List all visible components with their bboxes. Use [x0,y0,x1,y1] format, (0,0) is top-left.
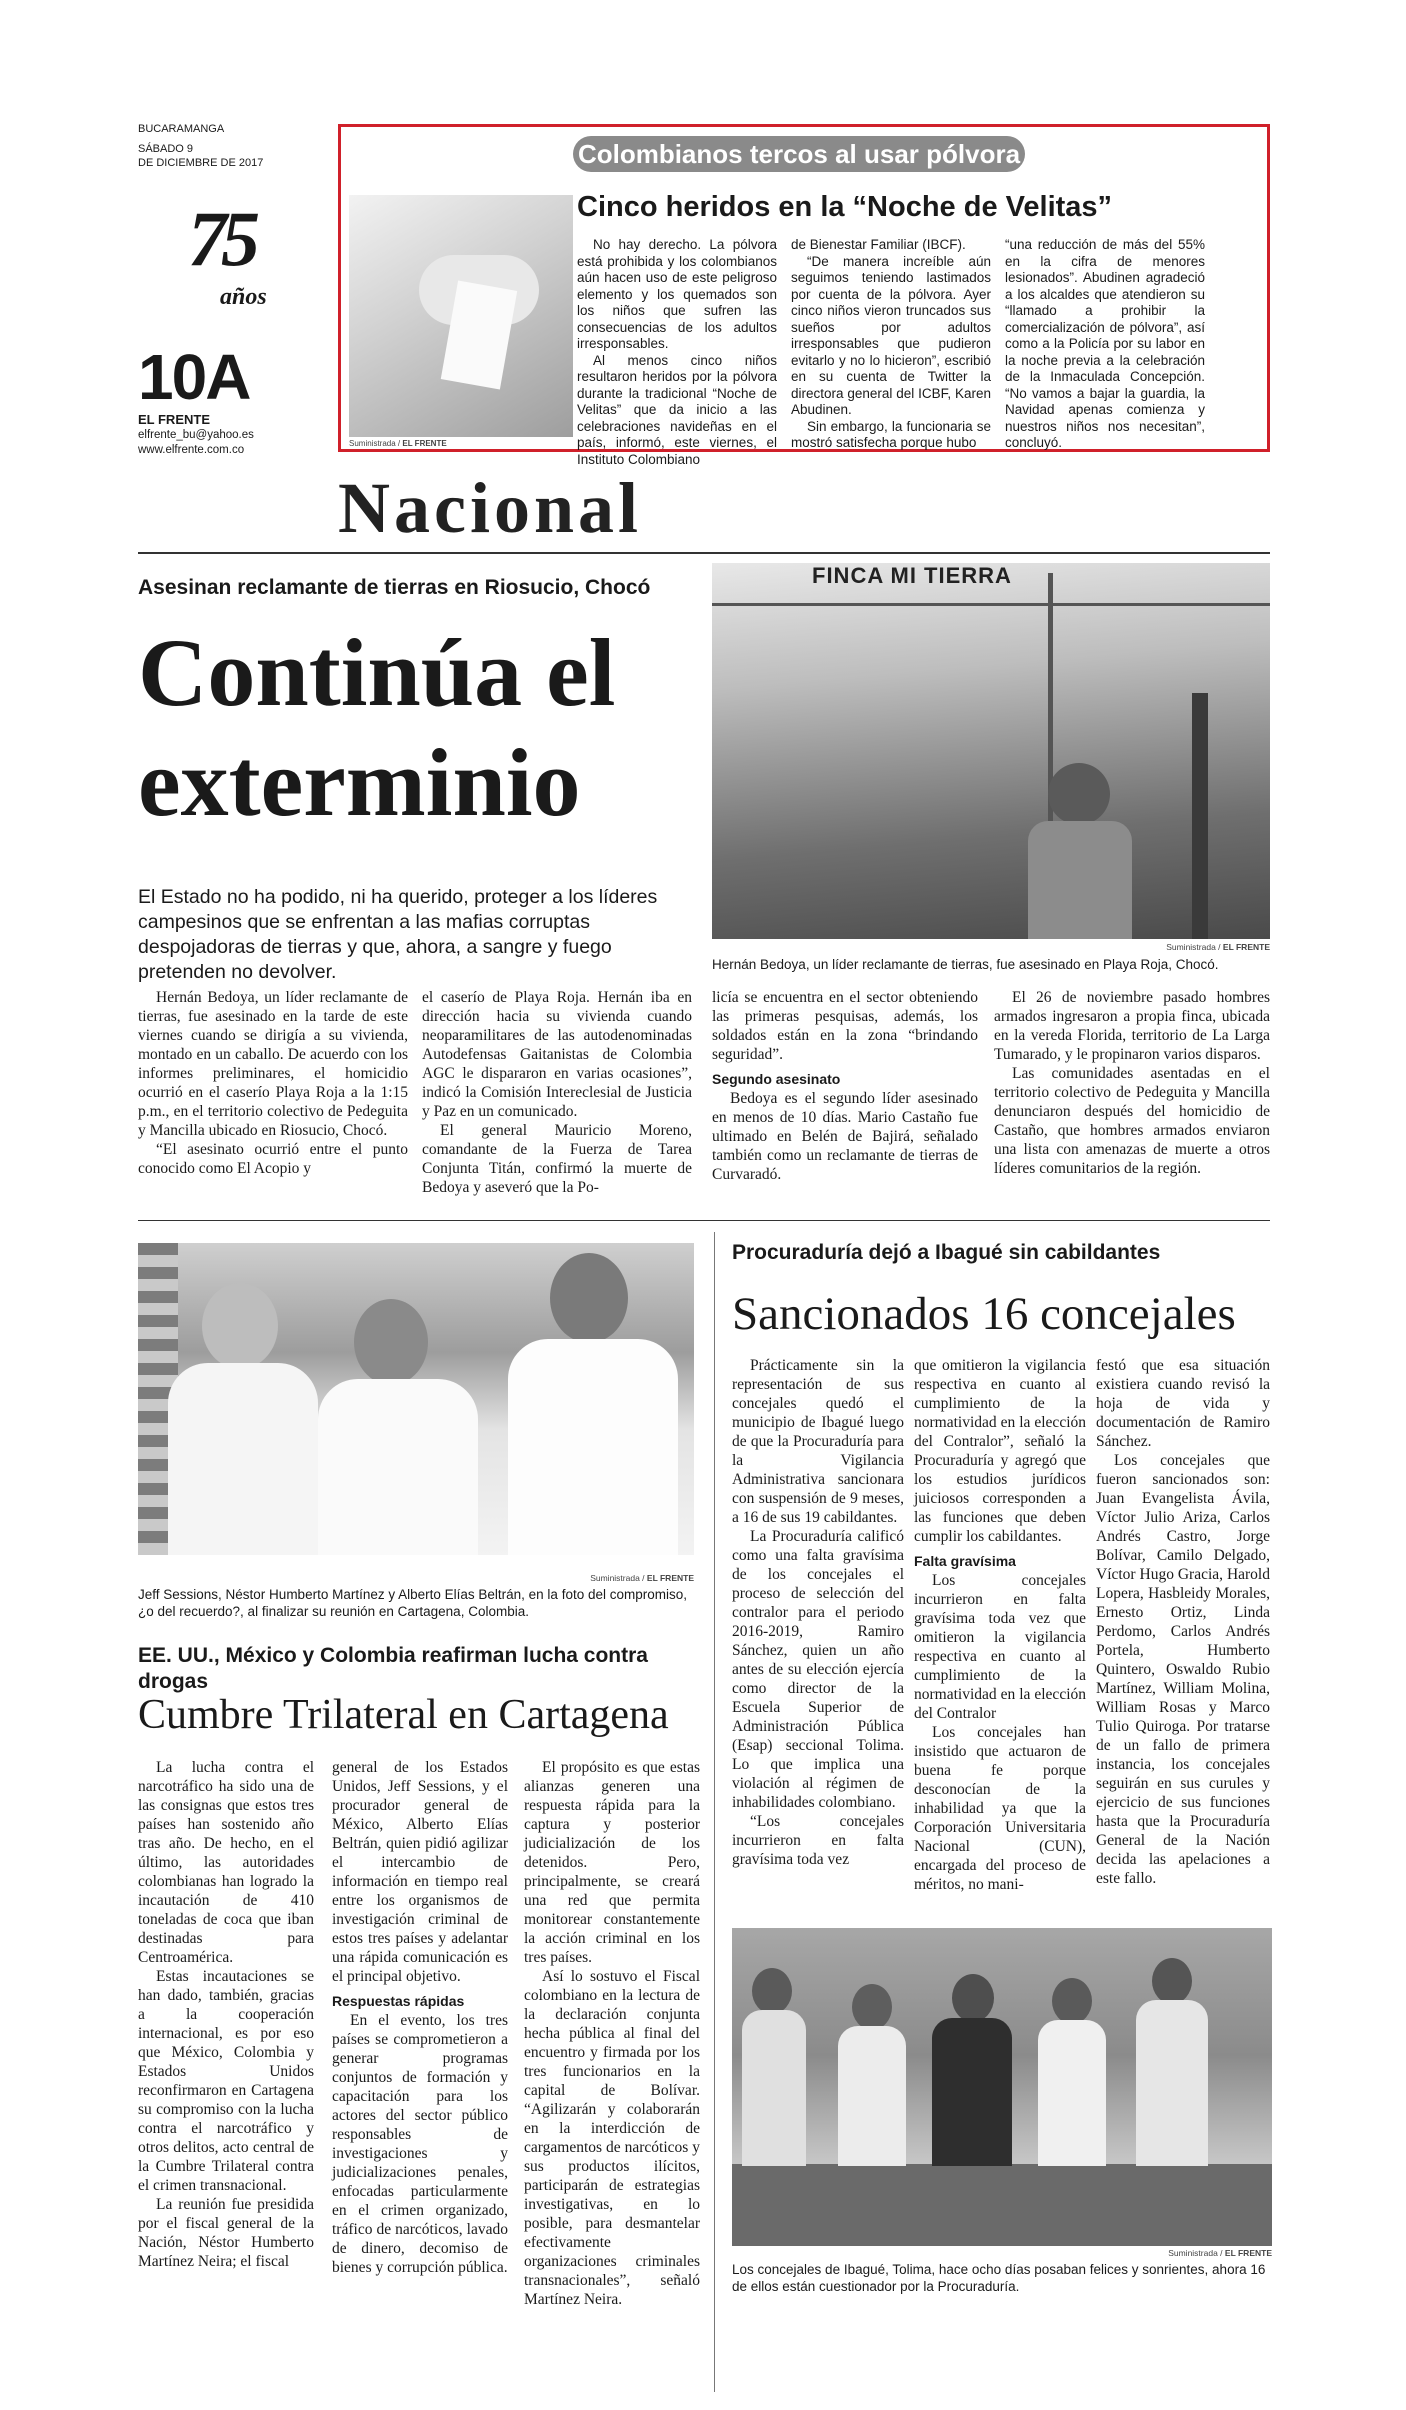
person-3-head [550,1253,628,1343]
subhead: Respuestas rápidas [332,1993,465,2009]
box-column-1 [577,237,777,468]
council-member-body [1136,2000,1208,2166]
paragraph: El 26 de noviembre pasado hombres armados ingresaron a propia finca, ubicada en la vereda Florida, territorio de La Larga Tumarado, y le propinaron varios disparos. [994,989,1270,1063]
paragraph: Los concejales incurrieron en falta gravísima toda vez que omitieron la vigilancia respectiva en cuanto al cumplimiento de la normatividad en la elección del Contralor [914,1572,1086,1722]
paragraph: La Procuraduría calificó como una falta gravísima de los concejales el proceso de selección del contralor para el periodo 2016-2019, Ramiro Sánchez, quien un año antes de su elección ejercía como director de la Escuela Superior de Administración Pública (Esap) seccional Tolima. Lo que implica una violación al régimen de inhabilidades colombiano. [732,1528,904,1811]
person-1-body [168,1363,318,1555]
paper-info [138,412,338,458]
story2-headline: Cumbre Trilateral en Cartagena [138,1692,669,1738]
anniversary-logo [180,195,290,320]
story3-photo-credit [732,2248,1272,2258]
story3-column-1 [732,1356,904,1869]
story1-column-3 [712,988,978,1184]
paragraph: festó que esa situación existiera cuando revisó la hoja de vida y documentación de Ramiro Sánchez. [1096,1357,1270,1450]
masthead-city: BUCARAMANGA [138,123,225,135]
anniversary-number: 75 [188,195,254,282]
council-member-body [932,2018,1012,2166]
story3-column-2 [914,1356,1086,1894]
paragraph: “El asesinato ocurrió entre el punto conocido como El Acopio y [138,1141,408,1177]
credit-paper: EL FRENTE [402,439,447,448]
section-title: Nacional [338,468,643,548]
story1-headline [138,618,718,838]
box-headline: Cinco heridos en la “Noche de Velitas” [577,191,1113,223]
page-number: 10A [138,341,250,413]
credit-source: Suministrada / [1166,942,1221,952]
paragraph: de Bienestar Familiar (IBCF). [791,237,966,252]
paper-website[interactable]: www.elfrente.com.co [138,444,245,456]
tree-trunk [1192,693,1208,939]
story3-column-3 [1096,1356,1270,1888]
masthead-date: SÁBADO 9 [138,143,194,155]
story2-kicker: EE. UU., México y Colombia reafirman lucha contra drogas [138,1644,648,1693]
subhead: Falta gravísima [914,1553,1016,1569]
paragraph: Los concejales que fueron sancionados son: Juan Evangelista Ávila, Víctor Julio Ariza, Carlos Andrés Castro, Jorge Bolívar, Camilo Delgado, Víctor Hugo Gracia, Harold Lopera, Hasbleidy Morales, Ernesto Ortiz, Linda Perdomo, Carlos Andrés Portela, Humberto Quintero, Oswaldo Rubio Martínez, William Molina, William Rosas y Marco Tulio Quiroga. Por tratarse de un fallo de primera instancia, los concejales seguirán en sus curules y ejercicio de sus funciones hasta que la Procuraduría General de la Nación decida las apelaciones a este fallo. [1096,1452,1270,1887]
council-member-head [1052,1978,1092,2024]
story2-column-1 [138,1758,314,2271]
story3-caption: Los concejales de Ibagué, Tolima, hace ocho días posaban felices y sonrientes, ahora 16 de ellos están cuestionador por la Procuraduría. [732,2262,1266,2294]
subhead: Segundo asesinato [712,1071,841,1087]
person-head [1048,763,1110,825]
masthead [138,122,338,170]
paragraph: Prácticamente sin la representación de sus concejales quedó el municipio de Ibagué luego de que la Procuraduría para la Vigilancia Administrativa sancionara con suspensión de 9 meses, a 16 de sus 19 cabildantes. [732,1357,904,1526]
paragraph: Estas incautaciones se han dado, también, gracias a la cooperación internacional, es por eso que México, Colombia y Estados Unidos reconfirmaron en Cartagena su compromiso con la lucha contra el narcotráfico y otros delitos, acto central de la Cumbre Trilateral contra el crimen transnacional. [138,1968,314,2194]
paragraph: La reunión fue presidida por el fiscal general de la Nación, Néstor Humberto Martínez Neira; el fiscal [138,2196,314,2270]
masthead-date-2: DE DICIEMBRE DE 2017 [138,157,264,169]
credit-paper: EL FRENTE [1222,942,1270,952]
paper-email[interactable]: elfrente_bu@yahoo.es [138,429,254,441]
story1-caption: Hernán Bedoya, un líder reclamante de tierras, fue asesinado en Playa Roja, Chocó. [712,957,1219,972]
paper-name: EL FRENTE [138,412,210,427]
box-banner: Colombianos tercos al usar pólvora [573,136,1025,172]
box-column-3 [1005,237,1205,452]
council-member-body [1038,2020,1106,2166]
person-3-body [508,1339,678,1555]
fence-wire [712,603,1270,606]
paragraph: general de los Estados Unidos, Jeff Sessions, y el procurador general de México, Alberto Elías Beltrán, quien pidió agilizar el intercambio de información en tiempo real entre los organismos de investigación criminal de estos tres países y adelantar una rápida comunicación es el principal objetivo. [332,1759,508,1985]
story3-headline: Sancionados 16 concejales [732,1288,1236,1340]
story3-photo [732,1928,1272,2246]
credit-paper: EL FRENTE [1224,2248,1272,2258]
council-member-head [852,1984,892,2030]
photo-sign-text: FINCA MI TIERRA [812,563,1012,588]
story1-kicker: Asesinan reclamante de tierras en Riosucio, Chocó [138,576,651,599]
story2-column-3 [524,1758,700,2309]
story1-column-2 [422,988,692,1197]
council-member-body [838,2026,906,2166]
paragraph: El propósito es que estas alianzas generen una respuesta rápida para la captura y posterior judicialización de los detenidos. Pero, principalmente, se creará una red que permita monitorear constantemente la acción criminal en los tres países. [524,1759,700,1966]
credit-source: Suministrada / [590,1573,645,1583]
paragraph: “una reducción de más del 55% en la cifra de menores lesionados”. Abudinen agradeció a los alcaldes que atendieron su “llamado a prohibir la comercialización de pólvora”, así como a la Policía por su labor en la noche previa a la celebración de la Inmaculada Concepción. “No vamos a bajar la guardia, la Navidad apenas comienza y nuestros niños nos necesitan”, concluyó. [1005,237,1205,450]
paragraph: que omitieron la vigilancia respectiva en cuanto al cumplimiento de la normatividad en la elección del Contralor”, señaló la Procuraduría y agregó que los estudios jurídicos juiciosos corresponden a las funciones que deben cumplir los cabildantes. [914,1357,1086,1545]
person-2-head [354,1299,428,1385]
story1-photo-credit [712,942,1270,952]
story2-photo-credit [138,1573,694,1583]
section-rule [138,552,1270,554]
council-member-head [952,1974,994,2022]
council-member-head [752,1968,792,2014]
person-body [1028,821,1132,939]
paragraph: “De manera increíble aún seguimos teniendo lastimados por cuenta de la pólvora. Ayer cinco niños vieron truncados sus sueños por adultos irresponsables que pudieron evitarlo y no lo hicieron”, escribió en su cuenta de Twitter la directora general del ICBF, Karen Abudinen. [791,253,991,417]
credit-source: Suministrada / [1168,2248,1223,2258]
story1-column-4 [994,988,1270,1178]
headline-line-1: Continúa el [138,619,616,726]
paragraph: Los concejales han insistido que actuaron de buena fe porque desconocían de la inhabilidad ya que la Corporación Universitaria Nacional (CUN), encargada del proceso de méritos, no mani- [914,1724,1086,1893]
box-photo [349,195,573,437]
paragraph: Las comunidades asentadas en el territorio colectivo de Pedeguita y Mancilla denunciaron después del homicidio de Castaño, que hombres armados enviaron una lista con amenazas de muerte a otros líderes comunitarios de la región. [994,1065,1270,1177]
paragraph: “Los concejales incurrieron en falta gravísima toda vez [732,1813,904,1868]
credit-source: Suministrada / [349,439,401,448]
story1-deck: El Estado no ha podido, ni ha querido, proteger a los líderes campesinos que se enfrentan a las mafias corruptas despojadoras de tierras y que, ahora, a sangre y fuego pretenden no devolver. [138,886,658,983]
paragraph: En el evento, los tres países se comprometieron a generar programas conjuntos de formación y capacitación para los actores del sector público responsables de investigaciones y judicializaciones penales, enfocadas particularmente en el crimen organizado, tráfico de narcóticos, lavado de dinero, decomiso de bienes y corrupción pública. [332,2012,508,2276]
paragraph: La lucha contra el narcotráfico ha sido una de las consignas que estos tres países han sostenido año tras año. De hecho, en el último, las autoridades colombianas han logrado la incautación de 410 toneladas de coca que iban destinadas para Centroamérica. [138,1759,314,1966]
story-divider [138,1220,1270,1221]
paragraph: Hernán Bedoya, un líder reclamante de tierras, fue asesinado en la tarde de este viernes cuando se dirigía a su vivienda, montado en un caballo. De acuerdo con los informes preliminares, el homicidio ocurrió en el caserío Playa Roja a la 1:15 p.m., en el territorio colectivo de Pedeguita y Mancilla ubicado en Riosucio, Chocó. [138,989,408,1139]
story3-kicker: Procuraduría dejó a Ibagué sin cabildantes [732,1241,1161,1264]
story1-photo [712,563,1270,939]
person-2-body [318,1379,478,1555]
credit-paper: EL FRENTE [646,1573,694,1583]
paragraph: el caserío de Playa Roja. Hernán iba en dirección hacia su vivienda cuando neoparamilitares de las autodenominadas Autodefensas Gaitanistas de Colombia AGC le dispararon en varias ocasiones”, indicó la Comisión Intereclesial de Justicia y Paz en un comunicado. [422,989,692,1120]
paragraph: No hay derecho. La pólvora está prohibida y los colombianos aún hacen uso de este peligroso elemento y los quemados son los niños que sufren las consecuencias de los adultos irresponsables. [577,237,777,351]
headline-line-2: exterminio [138,729,581,836]
story2-column-2 [332,1758,508,2277]
box-column-2 [791,237,991,452]
council-member-body [742,2010,806,2166]
story1-column-1 [138,988,408,1178]
paragraph: Sin embargo, la funcionaria se mostró satisfecha porque hubo [791,418,991,450]
paragraph: Así lo sostuvo el Fiscal colombiano en la lectura de la declaración conjunta hecha pública al final del encuentro y firmada por los tres funcionarios en la capital de Bolívar. “Agilizarán y colaborarán en la interdicción de cargamentos de narcóticos y sus productos ilícitos, participarán de estrategias investigativas, en lo posible, para desmantelar efectivamente organizaciones criminales transnacionales”, señaló Martínez Neira. [524,1968,700,2308]
council-member-head [1152,1958,1192,2004]
paragraph: Al menos cinco niños resultaron heridos por la pólvora durante la tradicional “Noche de Velitas” que da inicio a las celebraciones navideñas en el país, informó, este viernes, el Instituto Colombiano [577,352,777,467]
anniversary-word: años [220,284,267,310]
paragraph: licía se encuentra en el sector obteniendo las primeras pesquisas, además, los soldados están en la zona “brindando seguridad”. [712,989,978,1063]
column-divider [714,1232,715,2392]
paragraph: Bedoya es el segundo líder asesinado en menos de 10 días. Mario Castaño fue ultimado en Belén de Bajirá, señalado también como un reclamante de tierras de Curvaradó. [712,1090,978,1183]
person-1-head [202,1283,278,1369]
story2-photo [138,1243,694,1555]
council-desk [732,2164,1272,2246]
story2-caption: Jeff Sessions, Néstor Humberto Martínez y Alberto Elías Beltrán, en la foto del compromiso, ¿o del recuerdo?, al finalizar su reunión en Cartagena, Colombia. [138,1587,687,1619]
box-photo-credit [349,439,573,448]
featured-box [338,124,1270,467]
paragraph: El general Mauricio Moreno, comandante de la Fuerza de Tarea Conjunta Titán, confirmó la muerte de Bedoya y aseveró que la Po- [422,1122,692,1196]
